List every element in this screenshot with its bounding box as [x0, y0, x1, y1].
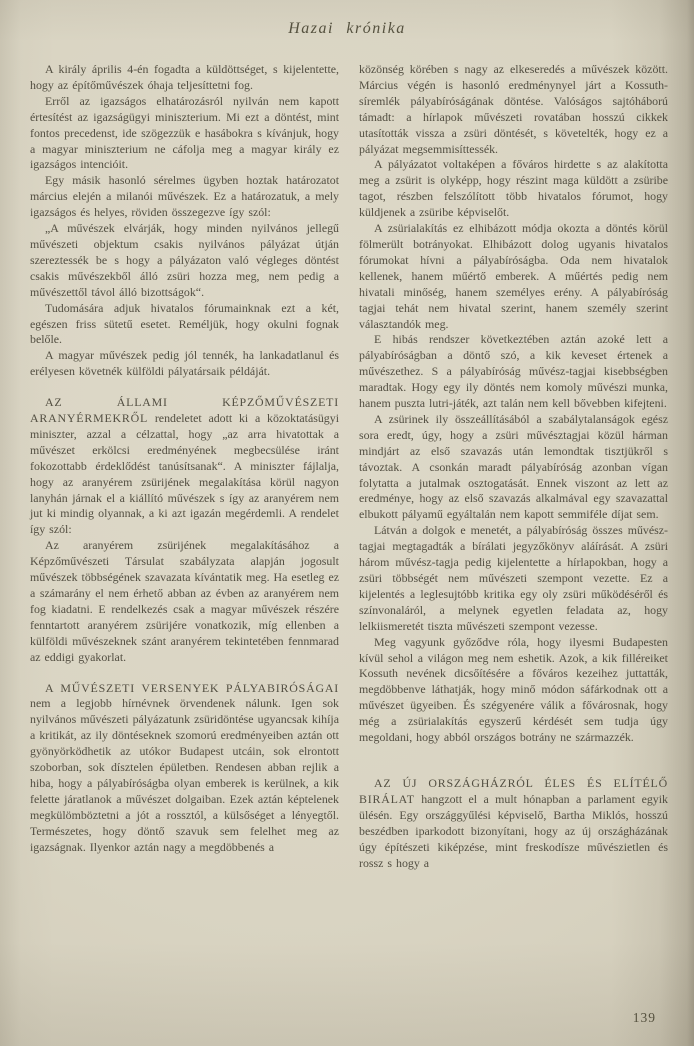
- left-column: [30, 62, 339, 871]
- paragraph: [359, 332, 668, 412]
- paragraph: [359, 635, 668, 746]
- paragraph: [359, 523, 668, 634]
- paragraph-text: rendeletet adott ki a közoktatásügyi miniszter, azzal a célzattal, hogy „az arra hivatottak a művészet erkölcsi eredményének megbecsülése iránt fokozottabb érdeklődést tanúsítsanak“. A miniszter fájlalja, hogy az aranyérem zsürijének megalakítása körül nagyon lanyhán járnak el a kiállító művészek s így az aranyérem nem jut ki mindig olyannak, a ki azt igazán megérdemli. A rendelet így szól:: [30, 411, 339, 537]
- paragraph-text: Látván a dolgok e menetét, a pályabíróság összes művész-tagjai megtagadták a bírálati jegyzőkönyv aláírását. A zsüri három művész-tagja pedig kijelentette a hírlapokban, hogy a zsüri többségét nem művészeti szempont vezette. Ez a kijelentés a leglesujtóbb kritika egy oly zsüri működéséről és színvonaláról, a melynek egyetlen feladata az, hogy lelkiismeretét tiszta művészeti szempont vezesse.: [359, 523, 668, 633]
- page-number: 139: [632, 1010, 656, 1025]
- paragraph-text: Tudomására adjuk hivatalos fórumainknak ezt a két, egészen friss sütetű esetet. Reméljük, hogy okulni fognak belőle.: [30, 300, 339, 347]
- paragraph-text: Meg vagyunk győződve róla, hogy ilyesmi Budapesten kívül sehol a világon meg nem eshetik. Azok, a kik filléreiket Kossuth nevének dicsőítésére a főváros kezeihez juttatták, megdöbbenve láthatják, hogy minő módon sáfárkodnak ott a művészet ügyeiben. És szégyenére válik a fővárosnak, hogy még a zsürialakítás egyszerű kérdését sem tudja úgy megoldani, hogy abból országos botrány ne származzék.: [359, 634, 668, 745]
- paragraph: [30, 173, 339, 221]
- two-column-text: [0, 38, 694, 871]
- paragraph-text: hangzott el a mult hónapban a parlament egyik ülésén. Egy országgyűlési képviselő, Bartha Miklós, hosszú beszédben iparkodott bizonyítani, hogy az új országházának úgy építészeti kiképzése, mint freskodísze művészietlen és rossz s hogy a: [359, 791, 668, 870]
- paragraph-text: A pályázatot voltaképen a főváros hirdette s az alakította meg a zsürit is olyképp, hogy részint maga küldött a zsüribe tagot, részben felszólított több hivatalos fórumot, hogy küldjenek a zsüribe képviselőt.: [359, 157, 668, 220]
- paragraph-text: E hibás rendszer következtében aztán azoké lett a pályabíróságban a döntő szó, a kik keveset értenek a művészethez. S a pályabíróság művész-tagjai kisebbségben maradtak. Hogy egy ily döntés nem komoly művészi munka, hanem puszta lutri-játék, azt talán nem kell bővebben kifejteni.: [359, 332, 668, 411]
- paragraph-text: Az aranyérem zsürijének megalakításához a Képzőművészeti Társulat szabályzata alapján jogosult művészek többségének szavazata kívántatik meg. Ha esetleg ez a számarány el nem érhető abban az évben az aranyérem nem fog kiadatni. E rendelkezés csak a magyar művészek részére fenntartott aranyérem zsürijére vonatkozik, míg ellenben a külföldi művészeknek szánt aranyérem tekintetében fennmarad az eddigi gyakorlat.: [30, 538, 339, 664]
- section-paragraph: [359, 776, 668, 871]
- paragraph: [30, 301, 339, 349]
- paragraph: [30, 348, 339, 380]
- section-lead: A MŰVÉSZETI VERSENYEK PÁLYABIRÓSÁGAI: [45, 680, 339, 695]
- page-title: Hazai krónika: [288, 20, 406, 37]
- paragraph-text: „A művészek elvárják, hogy minden nyilvános jellegű művészeti objektum csakis nyilvános pályázat útján szereztessék be s hogy a pályázaton való végleges döntést csakis művészekből álló zsüri hozza meg, nem pedig a művészettől távol álló bizottságok“.: [30, 221, 339, 299]
- paragraph-text: közönség körében s nagy az elkeseredés a művészek között. Március végén is hasonló eredménynyel járt a Kossuth-síremlék pályabíróságának döntése. Valóságos sajtóháború támadt: a hírlapok művészeti rovatában hosszú cikkek utasították vissza a zsüri döntését, s követelték, hogy ez a pályázat megsemmisíttessék.: [359, 62, 668, 156]
- section-paragraph: [30, 395, 339, 538]
- paragraph: [30, 94, 339, 174]
- paragraph: [359, 157, 668, 221]
- paragraph: [359, 221, 668, 332]
- paragraph-text: A zsürialakítás ez elhibázott módja okozta a döntés körül fölmerült botrányokat. Elhibázott dolog ugyanis hivatalos fórumokat hívni a pályabíróságba. Oda nem hivatalok kellenek, hanem műértő emberek. A műértés pedig nem hivatali minőség, hanem személyes erény. A pályabíróság tagjai tehát nem hivatal szerint, hanem személy szerint választandók meg.: [359, 221, 668, 331]
- section-lead: AZ ÁLLAMI KÉPZŐMŰVÉSZETI ARANYÉRMEKRŐL: [30, 395, 339, 426]
- paragraph-text: Egy másik hasonló sérelmes ügyben hoztak határozatot március elején a milanói művészek. Ez a határozatuk, a mely igazságos és helyes, röviden összegezve így szól:: [30, 173, 339, 220]
- paragraph-text: Erről az igazságos elhatározásról nyilván nem kapott értesítést az igazságügyi miniszterium. Mi ezt a döntést, mint fontos precedenst, ide szögezzük e hasábokra s kívánjuk, hogy a magyar miniszterium ne cáfolja meg a magyar király ez igazságos intencióit.: [30, 93, 339, 172]
- paragraph: [30, 538, 339, 665]
- right-column: [359, 62, 668, 871]
- section-paragraph: [30, 681, 339, 856]
- paragraph-text: nem a legjobb hírnévnek örvendenek nálunk. Igen sok nyilvános művészeti pályázatunk zsüridöntése ugyancsak kihíja a kritikát, az ily döntéseknek szomorú eredményeiben aztán ott gyönyörködhetik az utókor Budapest utcáin, sok elrontott szoborban, sok dísztelen épületben. Rendesen abban rejlik a hiba, hogy a pályabíróságba olyan emberek is kerülnek, a kik felette járatlanok a művészet dolgaiban. Ezek aztán képtelenek megkülömböztetni a jót a rossztól, a külsőséget a lényegtől. Természetes, hogy döntő szavuk sem felelhet meg az igazságnak. Ilyenkor aztán nagy a megdöbbenés a: [30, 696, 339, 854]
- section-lead: AZ ÚJ ORSZÁGHÁZRÓL ÉLES ÉS ELÍTÉLŐ BIRÁLAT: [359, 775, 668, 806]
- paragraph-text: A magyar művészek pedig jól tennék, ha lankadatlanul és erélyesen követnék külföldi pályatársaik példáját.: [30, 348, 339, 379]
- paragraph-text: A király április 4-én fogadta a küldöttséget, s kijelentette, hogy az építőművészek óhaja teljesíttetni fog.: [30, 62, 339, 92]
- paragraph-text: A zsürinek ily összeállításából a szabálytalanságok egész sora eredt, úgy, hogy a zsüri művésztagjai közül hárman mindjárt az első szavazás után lemondtak tisztjükről s távoztak. A csonkán maradt pályabíróság azonban vígan folytatta a jutalmak osztogatását. Ennek viszont az lett az eredménye, hogy az első szavazás alkalmával egy szavazattal elbukott pályamű egyáltalán nem kapott semmiféle díjat sem.: [359, 411, 668, 522]
- paragraph: [30, 62, 339, 94]
- paragraph-quote: [30, 221, 339, 301]
- paragraph-continuation: [359, 62, 668, 157]
- paragraph: [359, 412, 668, 523]
